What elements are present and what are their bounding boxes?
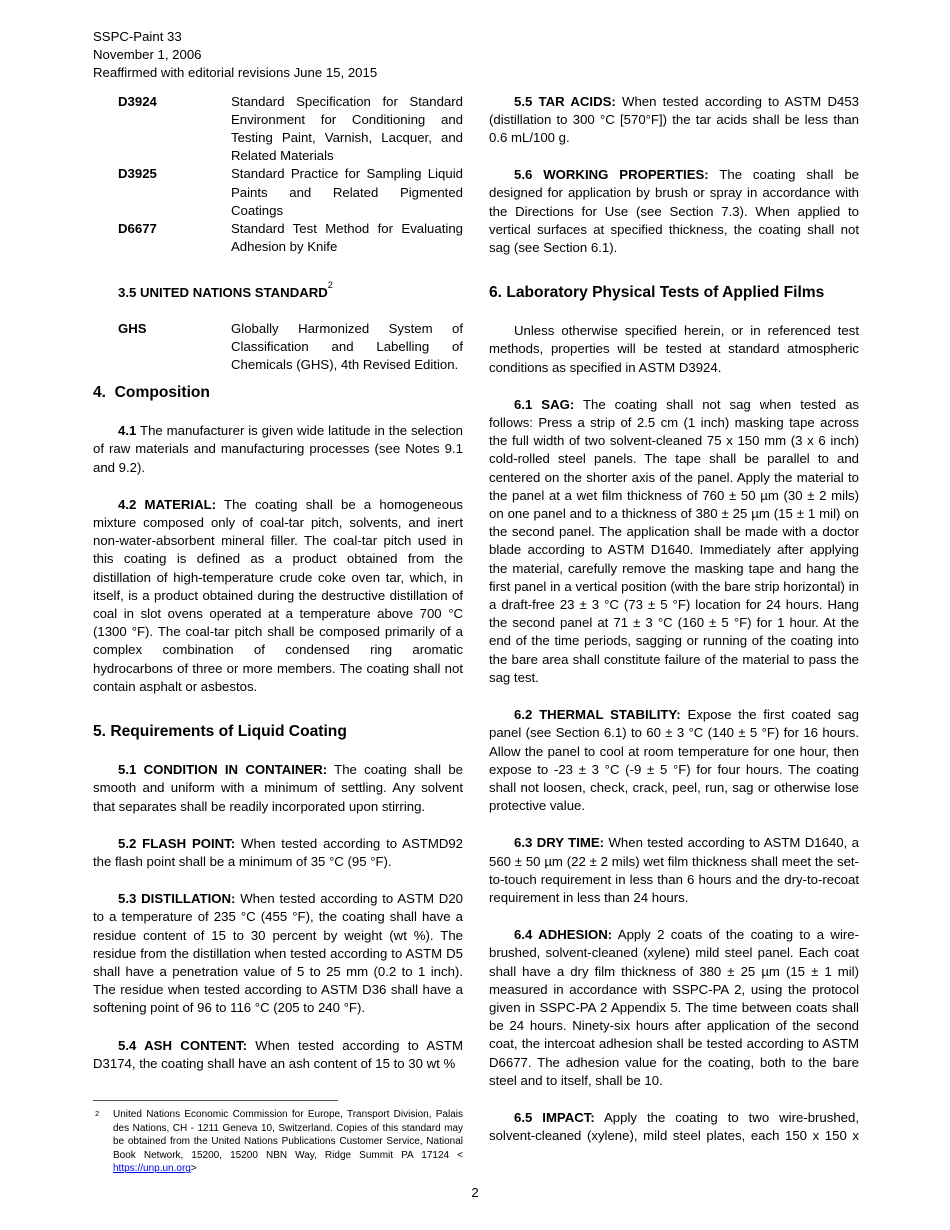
paragraph-lead: 4.1 bbox=[118, 423, 137, 439]
paragraph-text: When tested according to ASTM D20 to a temperature of 235 °C (455 °F), the coating shall have a residue content of 15 to 30 percent by weight (wt %). The residue from the distillation when tested according to ASTM D5 shall have a penetration value of 5 to 25 mm (0.2 to 1 inch). The residue when tested according to ASTM D36 shall have a softening point of 96 to 116 °C (205 to 240 °F). bbox=[93, 891, 463, 1016]
section-heading-5: 5. Requirements of Liquid Coating bbox=[93, 723, 347, 741]
paragraph-text: The coating shall be smooth and uniform with a minimum of settling. Any solvent that separates shall be readily incorporated upon stirring. bbox=[93, 762, 463, 814]
doc-date: November 1, 2006 bbox=[93, 47, 202, 63]
definition-row bbox=[118, 320, 463, 375]
paragraph-text: Apply 2 coats of the coating to a wire-brushed, solvent-cleaned (xylene) mild steel panel. Each coat shall have a dry film thickness of 380 ± 25 µm (15 ± 1 mil) measured in accordance with SSPC-PA 2, using the protocol given in SSPC-PA 2 Appendix 5. The time between coats shall be 24 hours. Ninety-six hours after application of the second coat, the intercoat adhesion shall be tested according to ASTM D6677. The adhesion value for the coating, both to the bare steel and to itself, shall be 10. bbox=[489, 927, 859, 1088]
paragraph-lead: 5.2 FLASH POINT: bbox=[118, 835, 236, 851]
paragraph-5-1 bbox=[93, 761, 463, 816]
paragraph-text: Expose the first coated sag panel (see Section 6.1) to 60 ± 3 °C (140 ± 5 °F) for 16 hours. Allow the panel to cool at room temperature for one hour, then expose to -23 ± 3 °C (-9 ± 5 °F) for four hours. The coating shall not loosen, check, crack, peel, run, sag or otherwise lose protective value. bbox=[489, 707, 859, 814]
definition-row bbox=[118, 165, 463, 220]
section-heading-4: 4. Composition bbox=[93, 384, 210, 402]
paragraph-6-5 bbox=[489, 1109, 859, 1145]
standard-title: Standard Specification for Standard Environment for Conditioning and Testing Paint, Varnish, Lacquer, and Related Materials bbox=[231, 93, 463, 164]
paragraph-6-1 bbox=[489, 396, 859, 687]
paragraph-4-2 bbox=[93, 496, 463, 696]
astm-standards-list bbox=[93, 93, 463, 257]
definition-row bbox=[118, 220, 463, 256]
paragraph-text: The coating shall be a homogeneous mixture composed only of coal-tar pitch, solvents, and inert non-water-absorbent mineral filler. The coal-tar pitch used in this coating is defined as a product obtained from the distillation of high-temperature crude coke oven tar, which, in itself, is a product obtained during the destructive distillation of coal in slot ovens operated at a temperature above 700 °C (1300 °F). The coal-tar pitch shall be composed primarily of a complex combination of condensed ring aromatic hydrocarbons of three or more members. The coating shall not contain asphalt or asbestos. bbox=[93, 496, 463, 694]
section-heading-3-5-text: 3.5 UNITED NATIONS STANDARD bbox=[118, 285, 328, 301]
paragraph-lead: 4.2 MATERIAL: bbox=[118, 496, 217, 512]
standard-id: D3925 bbox=[118, 166, 157, 182]
standard-id: D3924 bbox=[118, 93, 157, 109]
paragraph-lead: 5.4 ASH CONTENT: bbox=[118, 1037, 247, 1053]
doc-revision-note: Reaffirmed with editorial revisions June 15, 2015 bbox=[93, 65, 378, 81]
paragraph-lead: 5.5 TAR ACIDS: bbox=[514, 93, 616, 109]
paragraph-5-4 bbox=[93, 1037, 463, 1073]
section-heading-6: 6. Laboratory Physical Tests of Applied Films bbox=[489, 284, 825, 302]
standard-title: Standard Test Method for Evaluating Adhesion by Knife bbox=[231, 221, 463, 255]
definition-row bbox=[118, 93, 463, 166]
paragraph-5-6 bbox=[489, 166, 859, 257]
paragraph-lead: 5.1 CONDITION IN CONTAINER: bbox=[118, 762, 328, 778]
footnote-text: United Nations Economic Commission for Europe, Transport Division, Palais des Nations, CH - 1211 Geneva 10, Switzerland. Copies of this standard may be obtained from the United Nations Publications Customer Service, National Book Network, 15200, 15200 NBN Way, Ridge Summit PA 17124 < bbox=[113, 1108, 463, 1161]
footnote-body bbox=[93, 1108, 463, 1176]
footnote-text-after: > bbox=[190, 1163, 197, 1175]
paragraph-4-1 bbox=[93, 422, 463, 477]
paragraph-lead: 6.4 ADHESION: bbox=[514, 927, 613, 943]
paragraph-text: Apply the coating to two wire-brushed, solvent-cleaned (xylene), mild steel plates, each 150 x 150 x bbox=[489, 1109, 860, 1144]
doc-title: SSPC-Paint 33 bbox=[93, 29, 182, 44]
paragraph-text: When tested according to ASTM D1640, a 560 ± 50 µm (22 ± 2 mils) wet film thickness shall meet the set-to-touch requirement in less than 6 hours and the dry-to-recoat requirement in less than 24 hours. bbox=[489, 835, 859, 905]
paragraph-5-5 bbox=[489, 93, 859, 148]
paragraph-lead: 5.6 WORKING PROPERTIES: bbox=[514, 167, 709, 183]
page-footer bbox=[0, 1184, 950, 1202]
paragraph-6-3 bbox=[489, 834, 859, 907]
footnote-link[interactable]: https://unp.un.org bbox=[113, 1163, 191, 1175]
paragraph-6-4 bbox=[489, 926, 859, 1090]
un-standards-list bbox=[93, 320, 463, 375]
paragraph-lead: 6.2 THERMAL STABILITY: bbox=[514, 707, 681, 723]
left-column bbox=[93, 93, 463, 1176]
footnote-divider bbox=[93, 1100, 338, 1101]
paragraph-6-2 bbox=[489, 706, 859, 815]
footnote-marker: 2 bbox=[95, 1108, 100, 1118]
paragraph-text: When tested according to ASTM D453 (distillation to 300 °C [570°F]) the tar acids shall be less than 0.6 mL/100 g. bbox=[489, 93, 859, 146]
standard-title: Globally Harmonized System of Classification and Labelling of Chemicals (GHS), 4th Revised Edition. bbox=[231, 320, 463, 373]
paragraph-text: The manufacturer is given wide latitude in the selection of raw materials and manufacturing processes (see Notes 9.1 and 9.2). bbox=[93, 423, 463, 475]
page-number: 2 bbox=[471, 1184, 479, 1200]
paragraph-lead: 6.5 IMPACT: bbox=[514, 1109, 595, 1125]
footnote-2 bbox=[93, 1100, 463, 1176]
section-heading-3-5 bbox=[93, 280, 463, 302]
two-column-body bbox=[93, 93, 858, 1176]
paragraph-lead: 6.3 DRY TIME: bbox=[514, 835, 605, 851]
footnote-reference: 2 bbox=[327, 280, 333, 291]
right-column bbox=[489, 93, 859, 1176]
paragraph-text: When tested according to ASTMD92 the flash point shall be a minimum of 35 °C (95 °F). bbox=[93, 835, 464, 869]
paragraph-text: The coating shall be designed for application by brush or spray in accordance with the Directions for Use (see Section 7.3). When applied to vertical surfaces at specified thickness, the coating shall not sag (see Section 6.1). bbox=[489, 167, 859, 256]
paragraph-lead: 6.1 SAG: bbox=[514, 396, 575, 412]
paragraph-text: The coating shall not sag when tested as follows: Press a strip of 2.5 cm (1 inch) masking tape across the full width of two solvent-cleaned 75 x 150 mm (3 x 6 inch) cold-rolled steel panels. The tape shall be parallel to and centered on the shorter axis of the panel. Apply the material to the panel at a wet film thickness of 760 ± 50 µm (30 ± 2 mils) on one panel and to a thickness of 380 ± 25 µm (15 ± 1 mil) on the second panel. The application shall be made with a doctor blade according to ASTM D1640. Immediately after applying the material, carefully remove the masking tape and hang the first panel in a vertical position (with the bare strip horizontal) in a draft-free 23 ± 3 °C (73 ± 5 °F) location for 24 hours. Hang the second panel at 71 ± 3 °C (160 ± 5 °F) for 1 hour. At the end of the time periods, sagging or running of the coating into the bare area shall constitute failure of the material to pass the sag test. bbox=[489, 396, 859, 685]
paragraph-5-3 bbox=[93, 890, 463, 1017]
standard-id: GHS bbox=[118, 320, 147, 336]
paragraph-lead: 5.3 DISTILLATION: bbox=[118, 891, 236, 907]
document-header bbox=[93, 28, 858, 83]
standard-title: Standard Practice for Sampling Liquid Paints and Related Pigmented Coatings bbox=[231, 166, 463, 218]
paragraph-text: When tested according to ASTM D3174, the coating shall have an ash content of 15 to 30 wt % bbox=[93, 1037, 463, 1071]
paragraph-5-2 bbox=[93, 835, 463, 871]
paragraph-text: Unless otherwise specified herein, or in referenced test methods, properties will be tested at standard atmospheric conditions as specified in ASTM D3924. bbox=[489, 323, 859, 375]
standard-id: D6677 bbox=[118, 221, 157, 237]
paragraph-6-intro bbox=[489, 322, 859, 377]
